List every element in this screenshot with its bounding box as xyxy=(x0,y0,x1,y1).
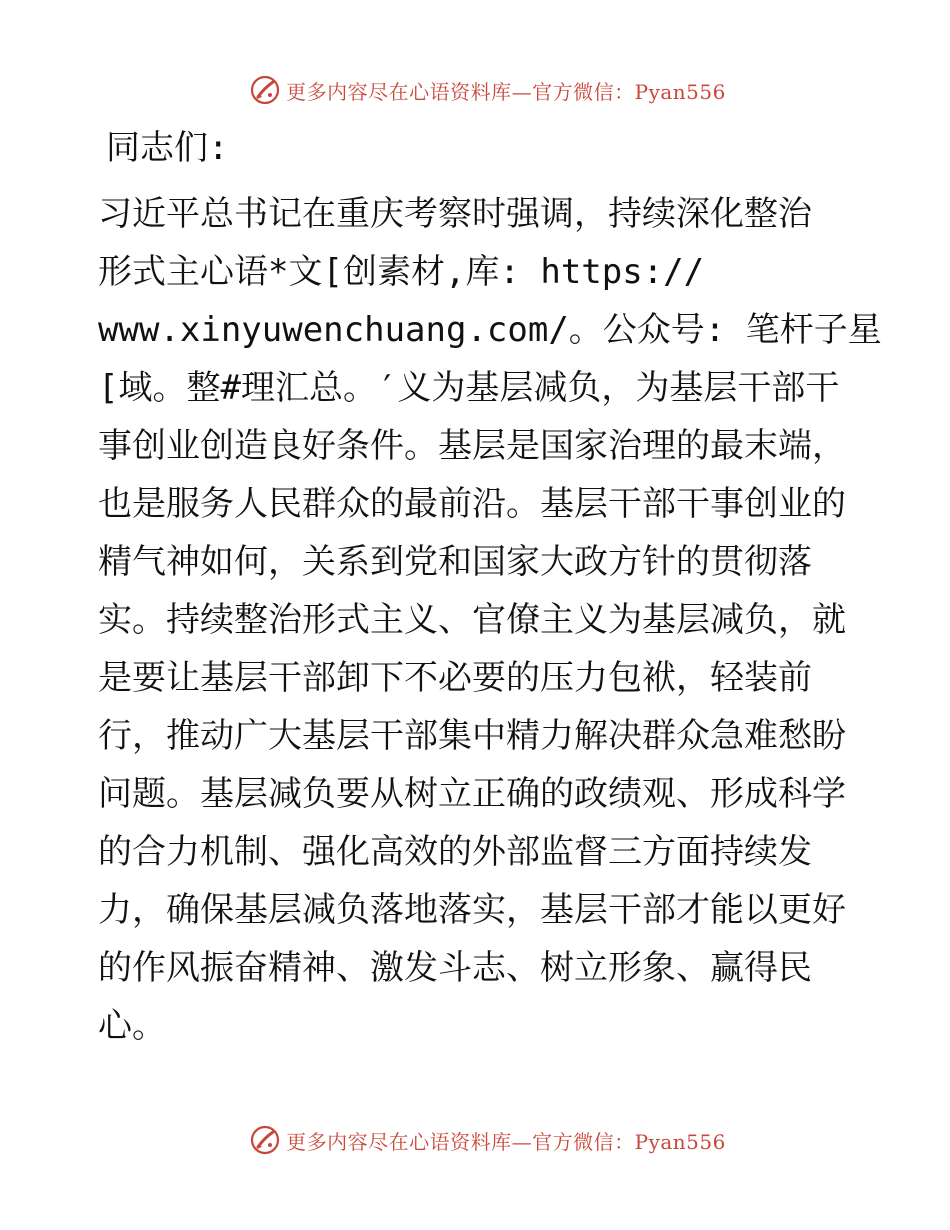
paragraph-line: 力，确保基层减负落地落实，基层干部才能以更好 xyxy=(98,890,846,930)
header-banner-content xyxy=(250,75,726,105)
paragraph-line: [域。整#理汇总。′义为基层减负，为基层干部干 xyxy=(98,368,840,408)
paragraph-line: 问题。基层减负要从树立正确的政绩观、形成科学 xyxy=(98,774,846,814)
paragraph-line: 心。 xyxy=(98,1006,166,1046)
footer-banner-content xyxy=(250,1125,726,1155)
paragraph-line: 行，推动广大基层干部集中精力解决群众急难愁盼 xyxy=(98,716,846,756)
paragraph-line: www.xinyuwenchuang.com/。公众号: 笔杆子星 xyxy=(98,310,882,350)
document-body xyxy=(98,125,882,1055)
paragraph-line: 的合力机制、强化高效的外部监督三方面持续发 xyxy=(98,832,812,872)
paragraph-line: 事创业创造良好条件。基层是国家治理的最末端， xyxy=(98,426,846,466)
paragraph-line: 实。持续整治形式主义、官僚主义为基层减负，就 xyxy=(98,600,846,640)
brush-pen-logo-icon xyxy=(250,1125,280,1155)
paragraph-line: 精气神如何，关系到党和国家大政方针的贯彻落 xyxy=(98,542,812,582)
paragraph-line: 形式主心语*文[创素材,库: https:// xyxy=(98,252,705,292)
header-banner xyxy=(0,70,950,110)
paragraph-line: 是要让基层干部卸下不必要的压力包袱，轻装前 xyxy=(98,658,812,698)
footer-banner-text: 更多内容尽在心语资料库—官方微信：Pyan556 xyxy=(286,1129,726,1154)
salutation: 同志们: xyxy=(106,128,229,168)
brush-pen-logo-icon xyxy=(250,75,280,105)
paragraph-line: 习近平总书记在重庆考察时强调，持续深化整治 xyxy=(98,194,812,234)
main-paragraph xyxy=(98,185,882,1055)
header-banner-text: 更多内容尽在心语资料库—官方微信：Pyan556 xyxy=(286,79,726,104)
footer-banner xyxy=(0,1120,950,1160)
paragraph-line: 的作风振奋精神、激发斗志、树立形象、赢得民 xyxy=(98,948,812,988)
paragraph-line: 也是服务人民群众的最前沿。基层干部干事创业的 xyxy=(98,484,846,524)
